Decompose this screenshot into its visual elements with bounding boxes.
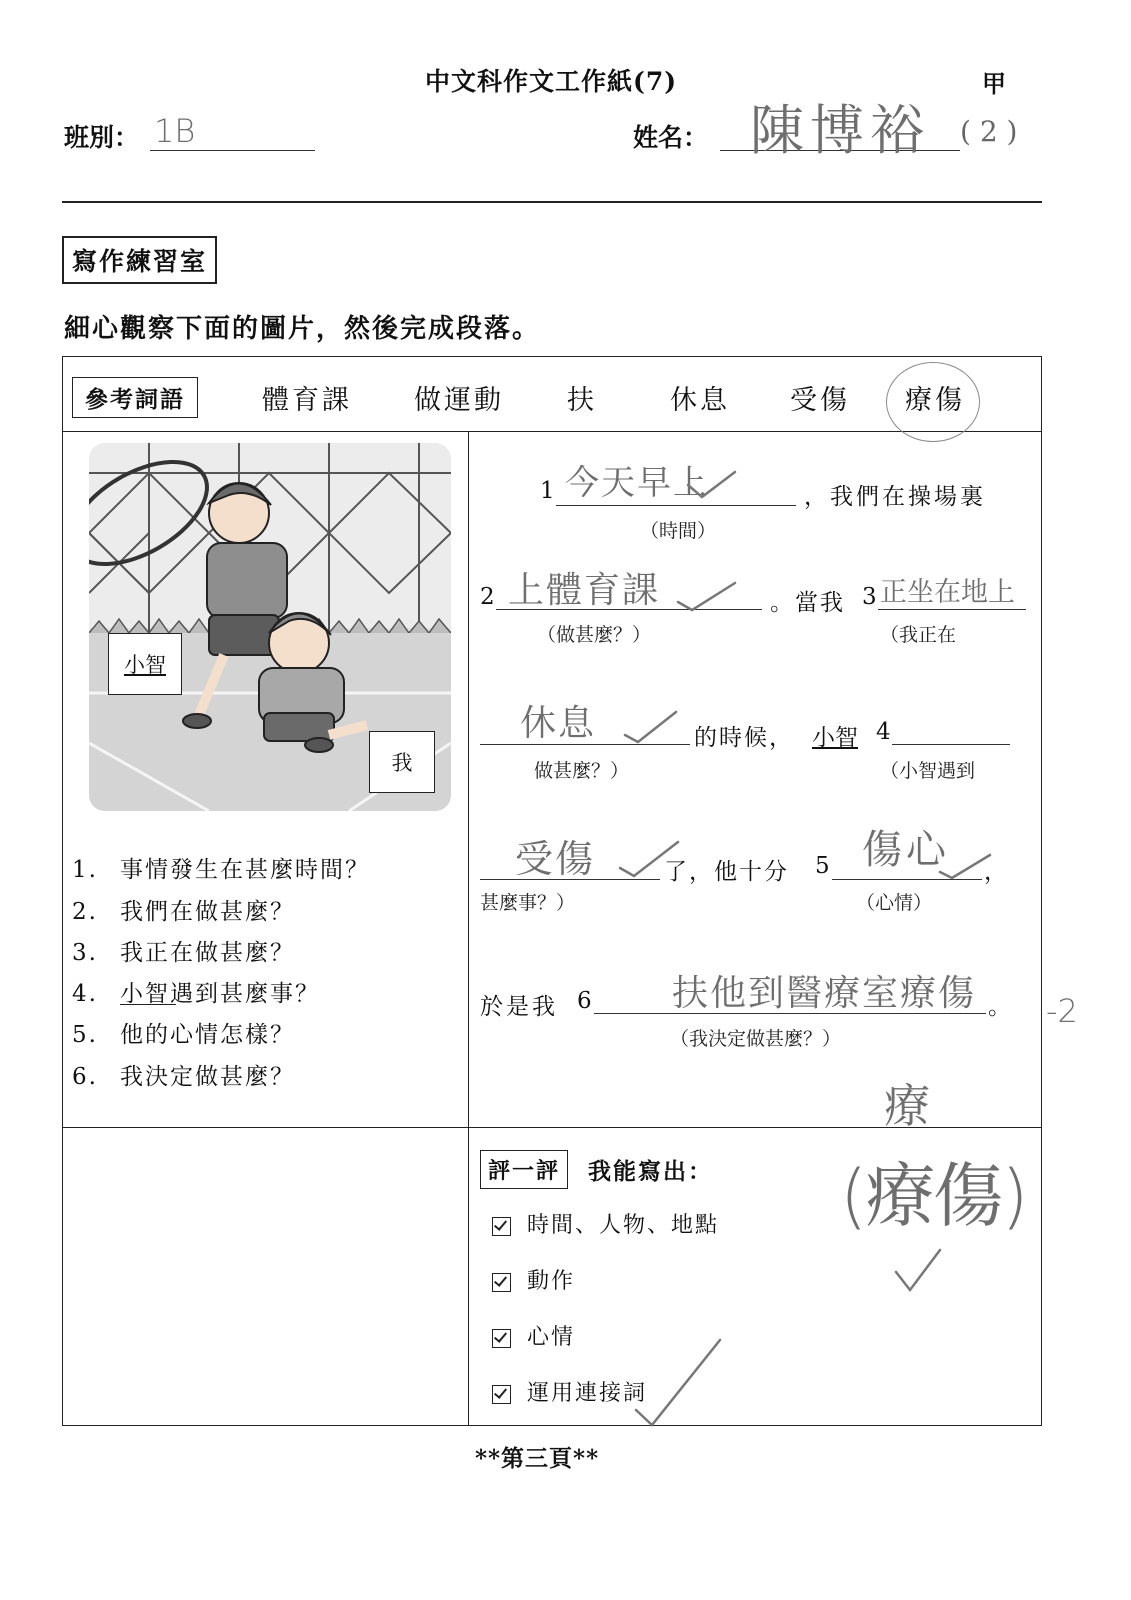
- checkbox-checked-icon[interactable]: [492, 1329, 511, 1348]
- checkbox-checked-icon[interactable]: [492, 1273, 511, 1292]
- criterion-item[interactable]: [492, 1376, 647, 1407]
- blank-5-answer: 傷心: [862, 827, 950, 873]
- picture-label-me: 我: [369, 731, 435, 793]
- blank-4-trailing: 了，他十分: [664, 859, 789, 885]
- blank-3-answer: 正坐在地上: [880, 577, 1015, 608]
- criterion-label: 運用連接詞: [527, 1381, 648, 1406]
- checkbox-checked-icon[interactable]: [492, 1385, 511, 1404]
- blank-4-continuation: 受傷: [515, 837, 596, 881]
- blank-3-number: 3: [862, 584, 877, 610]
- name-label: 姓名：: [633, 123, 709, 152]
- blank-2-answer: 上體育課: [508, 570, 661, 611]
- blank-4-number: 4: [876, 719, 891, 745]
- reference-word: 受傷: [790, 385, 850, 416]
- blank-4-hint-continued: 甚麼事？）: [480, 892, 576, 914]
- student-number: ( 2 ): [960, 115, 1018, 148]
- score-deduction: -2: [1046, 992, 1078, 1030]
- blank-5-comma: ，: [984, 859, 1007, 885]
- criterion-item[interactable]: [492, 1264, 575, 1295]
- blank-3-hint: （我正在: [880, 624, 957, 646]
- blank-1-answer: 今天早上: [565, 463, 709, 503]
- blank-1-trailing: ，我們在操場裏: [804, 484, 986, 510]
- blank-2-hint: （做甚麼？）: [537, 624, 652, 646]
- reference-word: 扶: [567, 385, 594, 416]
- teacher-correction-word: (療傷): [840, 1155, 1027, 1237]
- question-item: 6. 我決定做甚麼？: [72, 1064, 295, 1090]
- table-rule-1: [62, 431, 1042, 432]
- blank-1-hint: （時間）: [640, 520, 717, 542]
- criterion-label: 時間、人物、地點: [527, 1213, 720, 1238]
- class-value: 1B: [154, 112, 196, 150]
- page-footer: **第三頁**: [475, 1445, 600, 1472]
- student-name: 陳博裕: [750, 99, 930, 162]
- worksheet-title: 中文科作文工作紙(7): [425, 67, 678, 96]
- checkbox-checked-icon[interactable]: [492, 1217, 511, 1236]
- table-col-divider: [468, 431, 469, 1425]
- reference-word: 療傷: [905, 385, 965, 416]
- header-rule: [62, 201, 1042, 203]
- teacher-circle-mark: [886, 362, 980, 442]
- criterion-item[interactable]: [492, 1320, 575, 1351]
- blank-2-number: 2: [480, 584, 495, 610]
- blank-3-continuation: 休息: [520, 703, 597, 744]
- version-mark: 甲: [982, 69, 1006, 98]
- question-underline: [120, 1004, 176, 1005]
- blank-6-prefix: 於是我: [480, 994, 558, 1020]
- blank-5-hint: （心情）: [856, 892, 933, 914]
- blank-4-hint: （小智遇到: [880, 760, 976, 782]
- section-title: 寫作練習室: [62, 236, 217, 284]
- reference-word: 做運動: [414, 385, 504, 416]
- question-item: 3. 我正在做甚麼？: [72, 940, 295, 966]
- blank-6-number: 6: [577, 988, 592, 1014]
- blank-6-answer: 扶他到醫療室療傷: [672, 973, 977, 1014]
- criterion-item[interactable]: [492, 1208, 719, 1239]
- blank-6-end: 。: [988, 994, 1011, 1020]
- criterion-label: 心情: [527, 1325, 576, 1350]
- blank-5-number: 5: [815, 853, 830, 879]
- evaluation-label: 評一評: [480, 1150, 568, 1189]
- evaluation-subtitle: 我能寫出：: [588, 1158, 713, 1185]
- reference-word: 休息: [670, 385, 730, 416]
- illustration: [89, 443, 451, 811]
- instruction: 細心觀察下面的圖片，然後完成段落。: [64, 314, 541, 344]
- teacher-correction: 療: [884, 1079, 930, 1133]
- blank-3-trailing: 的時候，: [694, 725, 794, 751]
- blank-3-hint-continued: 做甚麼？）: [534, 760, 630, 782]
- blank-2-trailing: 。當我: [770, 590, 845, 616]
- blank-6-hint: （我決定做甚麼？）: [670, 1028, 842, 1050]
- question-item: 2. 我們在做甚麼？: [72, 899, 295, 925]
- criterion-label: 動作: [527, 1269, 576, 1294]
- picture-label-xiaozhi: 小智: [108, 633, 182, 695]
- question-item: 4. 小智遇到甚麼事？: [72, 981, 320, 1007]
- question-item: 1. 事情發生在甚麼時間？: [72, 857, 370, 883]
- reference-label: 參考詞語: [72, 377, 198, 418]
- reference-word: 體育課: [262, 385, 352, 416]
- blank-4-subject: 小智: [812, 725, 858, 751]
- blank-1-number: 1: [540, 478, 555, 504]
- question-item: 5. 他的心情怎樣？: [72, 1022, 295, 1048]
- class-label: 班別：: [64, 123, 140, 152]
